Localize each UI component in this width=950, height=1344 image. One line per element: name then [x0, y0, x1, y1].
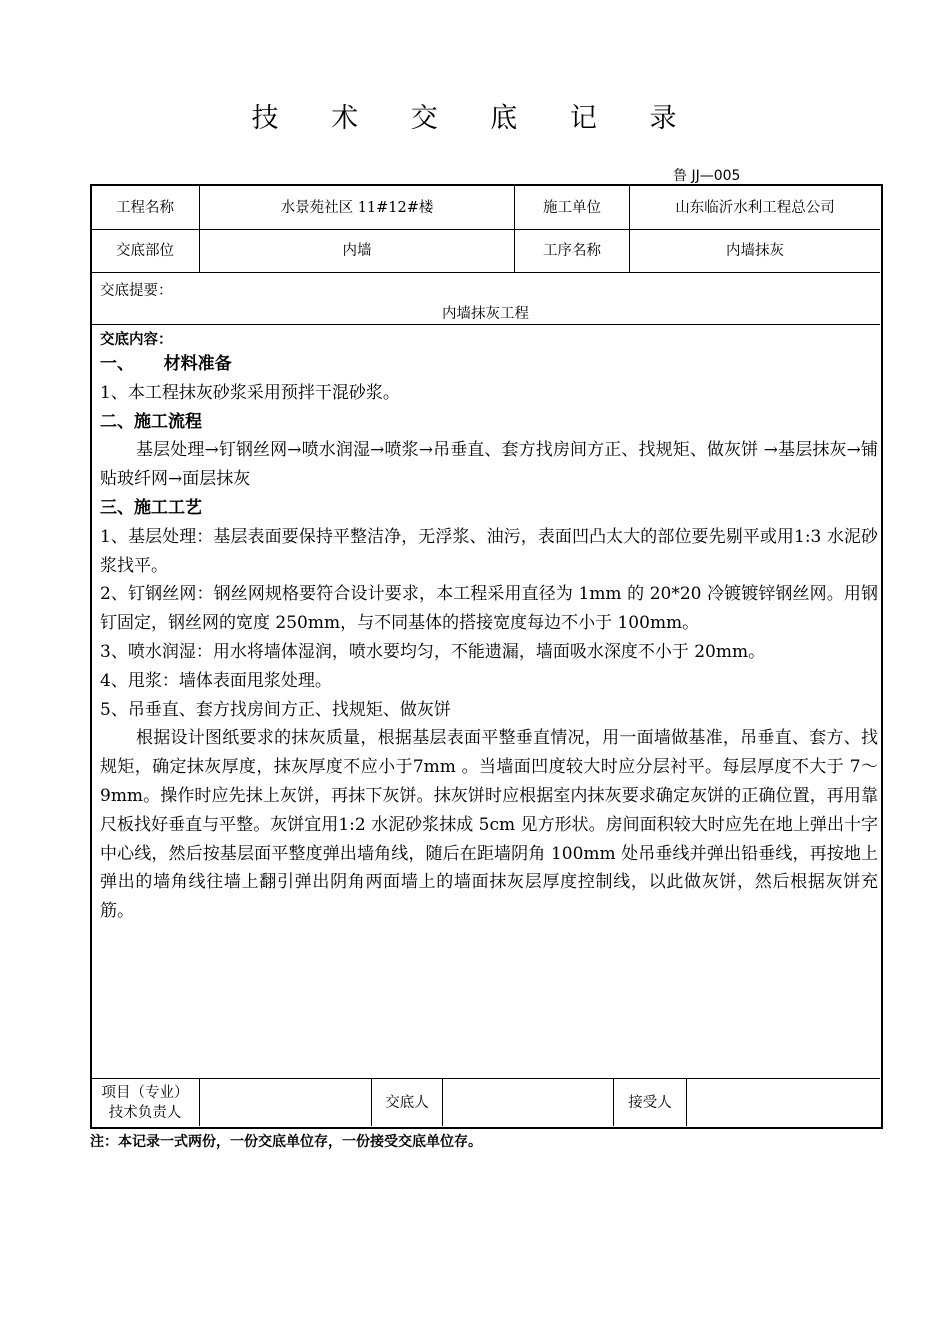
- paragraph: 4、甩浆：墙体表面甩浆处理。: [100, 670, 332, 691]
- section-heading: 二、施工流程: [100, 411, 202, 432]
- summary-label: 交底提要：: [100, 283, 173, 299]
- footnote: 注：本记录一式两份，一份交底单位存，一份接受交底单位存。: [90, 1134, 482, 1150]
- project-name-label: 工程名称: [116, 199, 174, 216]
- tech-lead-label: [91, 1079, 199, 1126]
- paragraph: 根据设计图纸要求的抹灰质量，根据基层表面平整垂直情况，用一面墙做基准，吊垂直、套方、找规矩，确定抹灰厚度，抹灰厚度不应小于7mm 。当墙面凹度较大时应分层衬平。每层厚度不大于 7～9mm。操作时应先抹上灰饼，再抹下灰饼。抹灰饼时应根据室内抹灰要求确定灰饼的正确位置，再用靠尺板找好垂直与平整。灰饼宜用1:2 水泥砂浆抹成 5cm 见方形状。房间面积较大时应先在地上弹出十字中心线，然后按基层面平整度弹出墙角线，随后在距墙阴角 100mm 处吊垂线并弹出铅垂线，再按地上弹出的墙角线往墙上翻引弹出阴角两面墙上的墙面抹灰层厚度控制线，以此做灰饼，然后根据灰饼充筋。: [100, 728, 878, 922]
- paragraph: 2、钉钢丝网：钢丝网规格要符合设计要求，本工程采用直径为 1mm 的 20*20 冷镀镀锌钢丝网。用钢钉固定，钢丝网的宽度 250mm，与不同基体的搭接宽度每边不小于 100mm。: [100, 584, 878, 634]
- row-divider: [91, 324, 880, 325]
- paragraph: 5、吊垂直、套方找房间方正、找规矩、做灰饼: [100, 699, 451, 720]
- document-title: 技 术 交 底 记 录: [251, 103, 699, 134]
- project-name-value: 水景苑社区 11#12#楼: [280, 199, 434, 216]
- contractor-value: 山东临沂水利工程总公司: [675, 199, 835, 216]
- disclosure-content: [100, 330, 878, 926]
- section-heading: 一、 材料准备: [100, 354, 232, 374]
- paragraph: 1、基层处理：基层表面要保持平整洁净，无浮浆、油污，表面凹凸太大的部位要先剔平或用1:3 水泥砂浆找平。: [100, 526, 878, 576]
- paragraph: 1、本工程抹灰砂浆采用预拌干混砂浆。: [100, 382, 400, 403]
- part-label: 交底部位: [116, 243, 174, 259]
- receiver-label: 接受人: [628, 1094, 672, 1111]
- form-code: 鲁 JJ—005: [673, 168, 741, 184]
- discloser-signature-cell: [443, 1079, 613, 1126]
- section-heading: 三、施工工艺: [100, 497, 202, 518]
- discloser-label: 交底人: [385, 1094, 429, 1111]
- part-value: 内墙: [342, 243, 372, 259]
- tech-lead-signature-cell: [200, 1079, 371, 1126]
- process-label: 工序名称: [543, 243, 601, 259]
- contractor-label: 施工单位: [543, 199, 601, 216]
- receiver-signature-cell: [687, 1079, 880, 1126]
- tech-lead-label-line2: 技术负责人: [108, 1104, 182, 1121]
- tech-lead-label-line1: 项目（专业）: [101, 1084, 189, 1101]
- summary-text: 内墙抹灰工程: [442, 306, 529, 322]
- paragraph: 基层处理→钉钢丝网→喷水润湿→喷浆→吊垂直、套方找房间方正、找规矩、做灰饼 →基层抹灰→铺贴玻纤网→面层抹灰: [100, 440, 878, 490]
- process-value: 内墙抹灰: [726, 243, 784, 259]
- paragraph: 3、喷水润湿：用水将墙体湿润，喷水要均匀，不能遗漏，墙面吸水深度不小于 20mm。: [100, 641, 766, 662]
- content-label: 交底内容：: [100, 331, 173, 348]
- row-divider: [91, 272, 880, 273]
